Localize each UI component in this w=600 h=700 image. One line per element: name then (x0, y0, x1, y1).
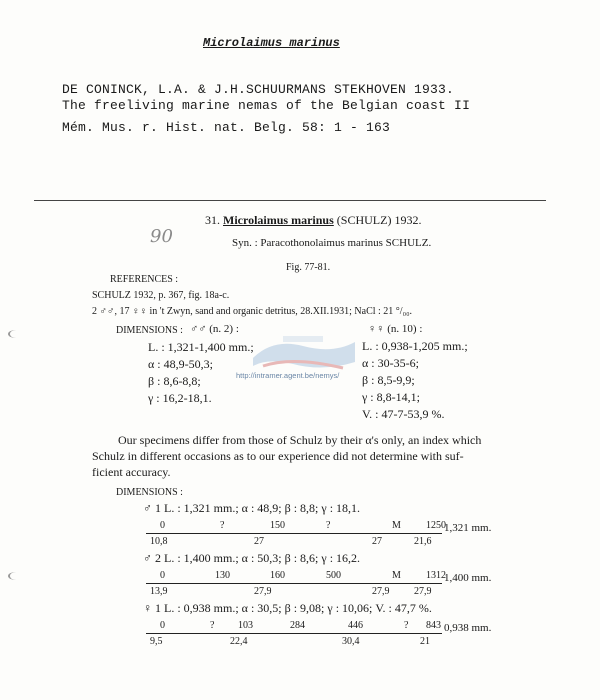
table-cell: 22,4 (230, 636, 248, 647)
table-cell: ? (220, 520, 225, 531)
table-cell: 103 (238, 620, 253, 631)
table-cell: 27,9 (372, 586, 390, 597)
table-cell: M (392, 570, 401, 581)
paragraph-line: Our specimens differ from those of Schulz by their α's only, an index which (118, 433, 482, 447)
paragraph-line: ficient accuracy. (92, 465, 171, 479)
female-dim: α : 30-35-6; (362, 356, 419, 370)
male-dim: β : 8,6-8,8; (148, 374, 201, 388)
reference-line: Mém. Mus. r. Hist. nat. Belg. 58: 1 - 163 (62, 120, 391, 135)
divider (34, 200, 546, 201)
female-header: ♀♀ (n. 10) : (368, 323, 423, 335)
table-cell: 0 (160, 620, 165, 631)
table-cell: 0 (160, 570, 165, 581)
table-cell: 500 (326, 570, 341, 581)
table-cell: 1250 (426, 520, 446, 531)
species-name: Microlaimus marinus (223, 213, 334, 227)
header-title: Microlaimus marinus (203, 36, 340, 50)
specimen-header: ♀ 1 L. : 0,938 mm.; α : 30,5; β : 9,08; γ : 10,06; V. : 47,7 %. (143, 601, 432, 615)
table-cell: 160 (270, 570, 285, 581)
watermark-url: http://intramer.agent.be/nemys/ (236, 371, 340, 380)
table-cell: ? (404, 620, 409, 631)
specimen-total: 1,321 mm. (444, 522, 492, 534)
table-cell: 30,4 (342, 636, 360, 647)
synonym: Syn. : Paracothonolaimus marinus SCHULZ. (232, 237, 432, 249)
table-cell: 21 (420, 636, 430, 647)
male-dim: L. : 1,321-1,400 mm.; (148, 340, 254, 354)
dimensions-label: DIMENSIONS : (116, 487, 183, 498)
table-cell: M (392, 520, 401, 531)
female-dim: L. : 0,938-1,205 mm.; (362, 339, 468, 353)
specimen-header: ♂ 1 L. : 1,321 mm.; α : 48,9; β : 8,8; γ : 18,1. (143, 501, 361, 515)
table-cell: 10,8 (150, 536, 168, 547)
specimen-total: 0,938 mm. (444, 622, 492, 634)
watermark-logo (243, 328, 363, 376)
male-header: ♂♂ (n. 2) : (190, 323, 239, 335)
table-cell: 446 (348, 620, 363, 631)
table-cell: 27 (254, 536, 264, 547)
reference-item: SCHULZ 1932, p. 367, fig. 18a-c. (92, 290, 230, 301)
female-dim: β : 8,5-9,9; (362, 373, 415, 387)
table-cell: 9,5 (150, 636, 163, 647)
female-dim: V. : 47-7-53,9 %. (362, 407, 445, 421)
dimensions-label: DIMENSIONS : (116, 325, 183, 336)
table-cell: 21,6 (414, 536, 432, 547)
table-cell: 13,9 (150, 586, 168, 597)
table-cell: 27 (372, 536, 382, 547)
table-cell: 1312 (426, 570, 446, 581)
punch-mark (8, 572, 24, 580)
table-cell: 27,9 (414, 586, 432, 597)
table-cell: ? (326, 520, 331, 531)
table-cell: 27,9 (254, 586, 272, 597)
page-number: 90 (150, 226, 173, 247)
male-dim: α : 48,9-50,3; (148, 357, 213, 371)
figure-ref: Fig. 77-81. (286, 262, 331, 273)
table-cell: ? (210, 620, 215, 631)
species-author: (SCHULZ) 1932. (336, 213, 422, 227)
reference-line: DE CONINCK, L.A. & J.H.SCHUURMANS STEKHOVEN 1933. (62, 82, 455, 97)
species-number: 31. (205, 213, 220, 227)
references-label: REFERENCES : (110, 274, 179, 285)
specimen-header: ♂ 2 L. : 1,400 mm.; α : 50,3; β : 8,6; γ : 16,2. (143, 551, 361, 565)
female-dim: γ : 8,8-14,1; (362, 390, 420, 404)
specimen-total: 1,400 mm. (444, 572, 492, 584)
table-cell: 284 (290, 620, 305, 631)
reference-line: The freeliving marine nemas of the Belgian coast II (62, 98, 471, 113)
male-dim: γ : 16,2-18,1. (148, 391, 212, 405)
punch-mark (8, 330, 24, 338)
table-cell: 130 (215, 570, 230, 581)
species-title (205, 213, 421, 228)
fraction-line (146, 533, 442, 534)
table-cell: 150 (270, 520, 285, 531)
table-cell: 843 (426, 620, 441, 631)
reference-item: 2 ♂♂, 17 ♀♀ in 't Zwyn, sand and organic detritus, 28.XII.1931; NaCl : 21 °/₀₀. (92, 306, 413, 317)
paragraph-line: Schulz in different occasions as to our experience did not determine with suf- (92, 449, 464, 463)
fraction-line (146, 583, 442, 584)
fraction-line (146, 633, 442, 634)
table-cell: 0 (160, 520, 165, 531)
